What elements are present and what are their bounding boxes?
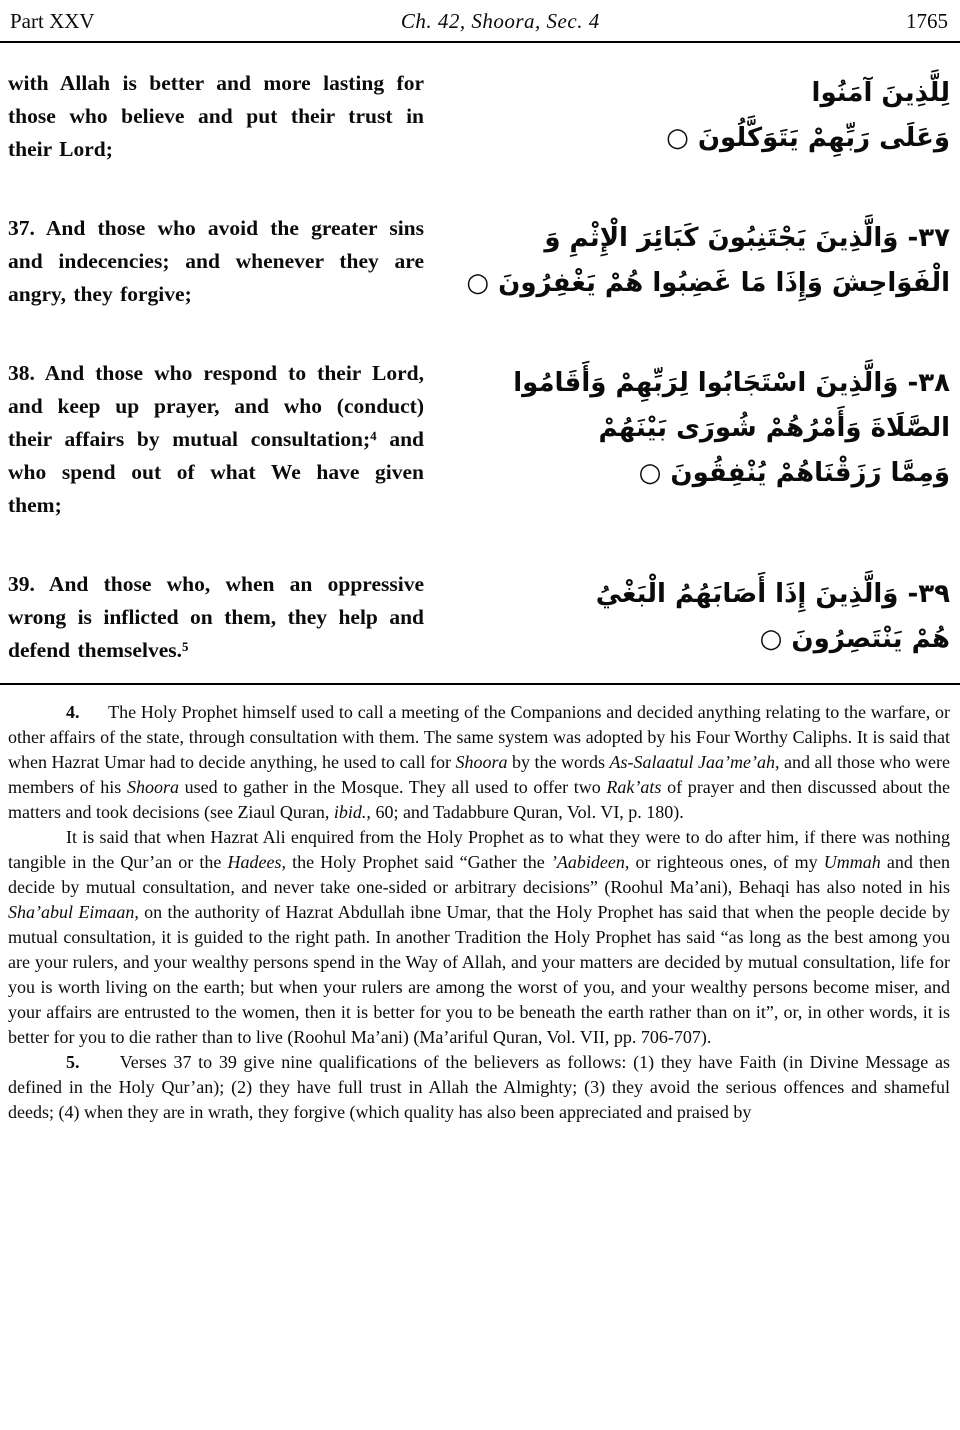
footnote-text: 4. — [66, 702, 80, 722]
footnote-text: by the words — [507, 752, 610, 772]
footnote-text: ibid., — [333, 802, 371, 822]
arabic-line: ٣٧- وَالَّذِينَ يَجْتَنِبُونَ كَبَائِرَ الْإِثْمِ وَ — [544, 223, 950, 253]
verse-row — [8, 67, 950, 166]
arabic-line: ٣٨- وَالَّذِينَ اسْتَجَابُوا لِرَبِّهِمْ وَأَقَامُوا — [513, 368, 950, 398]
footnote-text: Ummah — [823, 852, 881, 872]
verse-english-text: with Allah is better and more lasting for those who believe and put their trust in their Lord; — [8, 71, 424, 161]
footnote-text: It is said that when Hazrat Ali enquired from the Holy Prophet as to what they were to do after him, if there was nothing tangible in the Qur’an or the — [8, 827, 950, 872]
verse-arabic-text — [444, 568, 950, 667]
arabic-line: ٣٩- وَالَّذِينَ إِذَا أَصَابَهُمُ الْبَغْيُ — [595, 579, 950, 609]
verse-row — [8, 357, 950, 522]
footnote-paragraph — [8, 700, 950, 825]
verse-arabic-text — [444, 212, 950, 311]
footnote-text: Verses 37 to 39 give nine qualifications of the believers as follows: (1) they have Faith (in Divine Message as defined in the Holy Qur’an); (2) they have full trust in Allah the Almighty; (3) they avoid the serious offences and shameful deeds; (4) when they are in wrath, they forgive (which quality has also been appreciated and praised by — [8, 1052, 950, 1122]
footnote-text: ’Aabideen, — [550, 852, 630, 872]
arabic-line: هُمْ يَنْتَصِرُونَ ○ — [759, 624, 950, 654]
footnote-text: Shoora — [126, 777, 179, 797]
arabic-line: وَعَلَى رَبِّهِمْ يَتَوَكَّلُونَ ○ — [666, 123, 950, 153]
footnote-paragraph — [8, 825, 950, 1050]
footnote-text: Rak’ats — [606, 777, 662, 797]
verse-english-text: 37. And those who avoid the greater sins and indecencies; and whenever they are angry, they forgive; — [8, 216, 424, 306]
footnote-text: or righteous ones, of my — [629, 852, 824, 872]
footnote-text: used to gather in the Mosque. They all used to offer two — [179, 777, 607, 797]
page-number: 1765 — [906, 9, 948, 33]
arabic-line: لِلَّذِينَ آمَنُوا — [811, 78, 950, 108]
footnote-text: The Holy Prophet himself used to call a meeting of the Companions and decided anything relating to the warfare, or other affairs of the state, through consultation with them. The same system was adopted by his Four Worthy Caliphs. It is said that when Hazrat Umar had to decide anything, he used to call for — [8, 702, 950, 772]
verse-row — [8, 568, 950, 667]
page-header — [0, 0, 960, 43]
footnote-text: Hadees, — [227, 852, 286, 872]
footnote-text: Shoora — [455, 752, 508, 772]
arabic-line: وَمِمَّا رَزَقْنَاهُمْ يُنْفِقُونَ ○ — [638, 458, 950, 488]
part-label: Part XXV — [10, 9, 95, 33]
chapter-title: Ch. 42, Shoora, Sec. 4 — [400, 9, 600, 33]
verse-arabic-text — [444, 357, 950, 522]
footnote-text: 60; and Tadabbure Quran, Vol. VI, p. 180). — [370, 802, 684, 822]
verse-english-text: 38. And those who respond to their Lord, and keep up prayer, and who (conduct) their affairs by mutual consultation;⁴ and who spend out of what We have given them; — [8, 361, 424, 517]
footnote-text: 5. — [66, 1052, 80, 1072]
verse-english-text: 39. And those who, when an oppressive wrong is inflicted on them, they help and defend themselves.⁵ — [8, 572, 424, 662]
footnote-text: of prayer and then discussed about the matters and took decisions (see Ziaul Quran, — [8, 777, 950, 822]
verse-row — [8, 212, 950, 311]
arabic-line: الْفَوَاحِشَ وَإِذَا مَا غَضِبُوا هُمْ يَغْفِرُونَ ○ — [466, 268, 950, 298]
footnote-text: As-Salaatul Jaa’me’ah, — [609, 752, 780, 772]
footnote-text: on the authority of Hazrat Abdullah ibne Umar, that the Holy Prophet has said that when the people decide by mutual consultation, it is guided to the right path. In another Tradition the Holy Prophet has said “as long as the best among you are your rulers, and your wealthy persons spend in the Way of Allah, and your matters are decided by mutual consultation, life for you is worth living on the earth; but when your rulers are among the worst of you, and your wealthy persons become miser, and your affairs are entrusted to the women, then it is better for you to be beneath the earth rather than on it”, or, in other words, it is better for you to die rather than to live (Roohul Ma’ani) (Ma’ariful Quran, Vol. VII, pp. 706-707). — [8, 902, 950, 1047]
footnote-text: and all those who were members of his — [8, 752, 950, 797]
footnotes-section — [0, 685, 960, 1125]
verse-arabic-text — [444, 67, 950, 166]
footnote-text: Sha’abul Eimaan, — [8, 902, 139, 922]
footnote-text: the Holy Prophet said “Gather the — [285, 852, 551, 872]
arabic-line: الصَّلَاةَ وَأَمْرُهُمْ شُورَى بَيْنَهُمْ — [598, 413, 950, 443]
verses-section — [0, 67, 960, 667]
footnote-text: and then decide by mutual consultation, and never take one-sided or arbitrary decisions” (Roohul Ma’ani), Behaqi has also noted in his — [8, 852, 950, 897]
footnote-paragraph — [8, 1050, 950, 1125]
